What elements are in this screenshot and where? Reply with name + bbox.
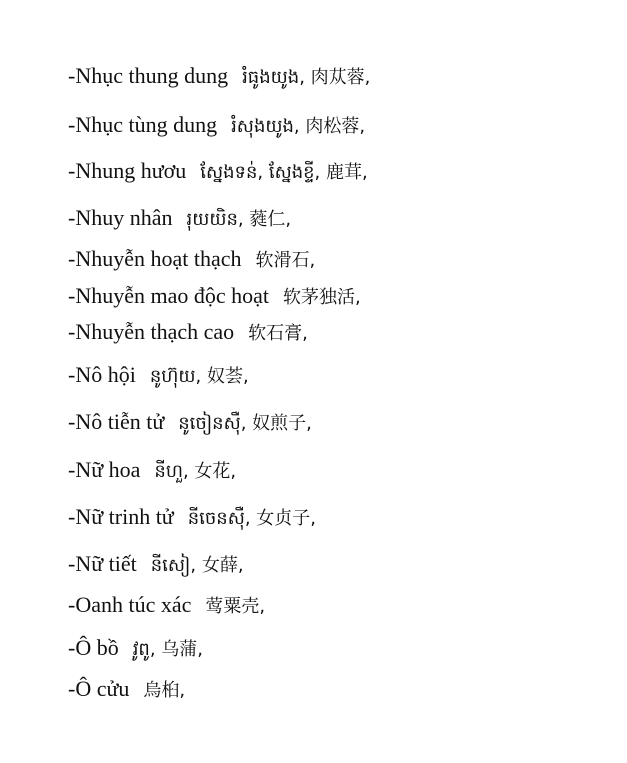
vietnamese-term: -Nhục thung dung	[68, 63, 229, 88]
entry-nu-trinh-tu	[68, 506, 316, 528]
entry-nhuyen-thach-cao	[68, 321, 308, 343]
entry-o-cuu	[68, 678, 185, 700]
vietnamese-term: -Ô bồ	[68, 635, 119, 660]
entry-nhung-huou	[68, 160, 368, 182]
entry-nhuyen-mao-doc-hoat	[68, 285, 361, 307]
vietnamese-term: -Nô tiễn tử	[68, 409, 165, 434]
vietnamese-term: -Nô hội	[68, 362, 136, 387]
translation: 软石膏,	[248, 323, 308, 344]
entry-nhuc-thung-dung	[68, 65, 370, 87]
translation: នីសៀ, 女薛,	[150, 555, 244, 576]
entry-nhuy-nhan	[68, 207, 291, 229]
translation: វូពូ, 乌蒲,	[132, 639, 204, 660]
vietnamese-term: -Nhuyễn thạch cao	[68, 319, 235, 344]
entry-nhuyen-hoat-thach	[68, 248, 315, 270]
entry-no-hoi	[68, 364, 249, 386]
translation: 莺粟壳,	[205, 596, 266, 617]
entry-nu-hoa	[68, 459, 236, 481]
entry-o-bo	[68, 637, 203, 659]
translation: នូចៀនស៊ឺ, 奴煎子,	[178, 413, 312, 434]
vietnamese-term: -Nhuyễn mao độc hoạt	[68, 283, 269, 308]
translation: 软滑石,	[255, 250, 316, 271]
vietnamese-term: -Ô cửu	[68, 676, 130, 701]
translation: 软茅独活,	[283, 287, 361, 308]
translation: រំធូងយូង, 肉苁蓉,	[242, 67, 371, 88]
vietnamese-term: -Nữ trinh tử	[68, 504, 174, 529]
vietnamese-term: -Nữ hoa	[68, 457, 141, 482]
vietnamese-term: -Nhung hươu	[68, 158, 187, 183]
translation: នីហួ, 女花,	[154, 461, 237, 482]
entry-nhuc-tung-dung	[68, 114, 365, 136]
translation: 烏桕,	[143, 680, 186, 701]
translation: រុយយិន, 蕤仁,	[186, 209, 292, 230]
translation: រំសុងយូង, 肉松蓉,	[231, 116, 366, 137]
entry-nu-tiet	[68, 553, 244, 575]
translation: នីចេនស៊ឺ, 女贞子,	[187, 508, 317, 529]
entry-oanh-tuc-xac	[68, 594, 265, 616]
translation: ស្នែងទន់, ស្នែងខ្ទី, 鹿茸,	[200, 162, 368, 183]
vietnamese-term: -Oanh túc xác	[68, 592, 192, 617]
vietnamese-term: -Nhuyễn hoạt thạch	[68, 246, 242, 271]
vietnamese-term: -Nhuy nhân	[68, 205, 173, 230]
translation: នូហ៊ុយ, 奴荟,	[149, 366, 249, 387]
vietnamese-term: -Nhục tùng dung	[68, 112, 218, 137]
entry-no-tien-tu	[68, 411, 312, 433]
vietnamese-term: -Nữ tiết	[68, 551, 137, 576]
